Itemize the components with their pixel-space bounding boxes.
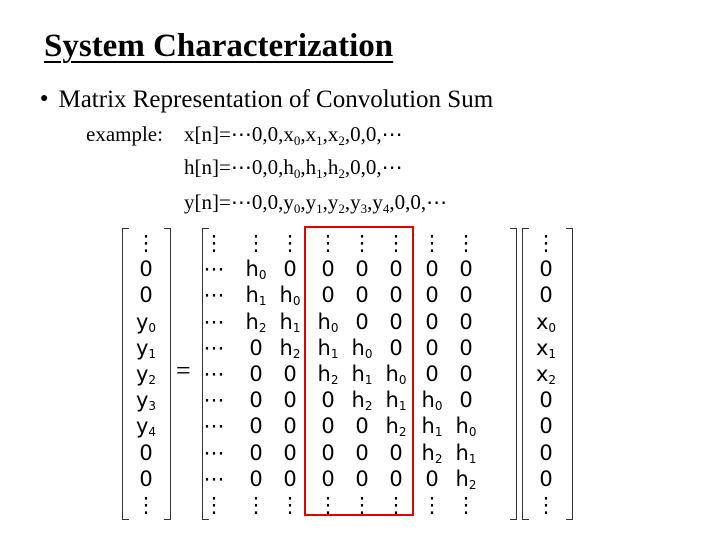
y-vector-entry: $y_4$ bbox=[135, 414, 157, 440]
matrix-entry: $h_2$ bbox=[421, 440, 443, 466]
matrix-entry: 0 bbox=[459, 362, 473, 386]
matrix-entry: 0 bbox=[249, 335, 263, 360]
matrix-entry: 0 bbox=[425, 309, 439, 334]
matrix-entry: 0 bbox=[249, 388, 263, 413]
matrix-entry: ⋯ bbox=[203, 362, 225, 386]
x-vector-entry: 0 bbox=[539, 414, 553, 439]
matrix-entry: ⋯ bbox=[203, 466, 225, 491]
x-vector-entry: 0 bbox=[539, 440, 553, 465]
matrix-entry: ⋮ bbox=[421, 231, 443, 255]
bullet-text: Matrix Representation of Convolution Sum bbox=[58, 86, 494, 113]
matrix-entry: ⋮ bbox=[317, 493, 339, 517]
x-vector-entry: $x_0$ bbox=[535, 309, 557, 335]
matrix-entry: 0 bbox=[425, 362, 439, 386]
matrix-entry: 0 bbox=[283, 414, 297, 439]
matrix-entry: $h_1$ bbox=[455, 440, 477, 466]
matrix-entry: $h_1$ bbox=[317, 335, 339, 361]
y-vector-entry: ⋮ bbox=[135, 493, 157, 517]
matrix-entry: 0 bbox=[355, 309, 369, 334]
matrix-entry: 0 bbox=[249, 362, 263, 386]
y-vector-entry: ⋮ bbox=[135, 231, 157, 255]
matrix-entry: ⋮ bbox=[455, 493, 477, 517]
matrix-entry: $h_0$ bbox=[245, 257, 267, 283]
matrix-entry: 0 bbox=[425, 466, 439, 491]
matrix-entry: ⋯ bbox=[203, 283, 225, 308]
matrix-entry: ⋮ bbox=[385, 231, 407, 255]
matrix-entry: $h_2$ bbox=[385, 414, 407, 440]
matrix-entry: 0 bbox=[425, 283, 439, 308]
matrix-entry: $h_2$ bbox=[455, 466, 477, 492]
h-sequence: $h[n]=\cdots 0,0,h_0,h_1,h_2,0,0,\cdots$ bbox=[184, 155, 403, 181]
matrix-entry: 0 bbox=[283, 257, 297, 282]
matrix-entry: 0 bbox=[355, 466, 369, 491]
matrix-entry: $h_0$ bbox=[455, 414, 477, 440]
matrix-entry: ⋮ bbox=[279, 493, 301, 517]
matrix-entry: 0 bbox=[321, 283, 335, 308]
matrix-entry: $h_0$ bbox=[421, 388, 443, 414]
matrix-entry: ⋮ bbox=[317, 231, 339, 255]
matrix-entry: $h_1$ bbox=[279, 309, 301, 335]
matrix-entry: $h_1$ bbox=[421, 414, 443, 440]
matrix-entry: 0 bbox=[459, 388, 473, 413]
matrix-right-bracket bbox=[510, 228, 517, 520]
x-vector-entry: 0 bbox=[539, 257, 553, 282]
matrix-entry: ⋯ bbox=[203, 257, 225, 282]
matrix-entry: $h_0$ bbox=[317, 309, 339, 335]
y-vector-entry: $y_0$ bbox=[135, 309, 157, 335]
matrix-entry: 0 bbox=[389, 335, 403, 360]
example-label: example: bbox=[86, 122, 163, 146]
matrix-entry: $h_2$ bbox=[279, 335, 301, 361]
matrix-entry: $h_2$ bbox=[317, 362, 339, 387]
matrix-entry: $h_1$ bbox=[245, 283, 267, 309]
bullet-dot-icon: ● bbox=[40, 91, 49, 107]
matrix-entry: 0 bbox=[389, 440, 403, 465]
matrix-entry: 0 bbox=[355, 257, 369, 282]
matrix-entry: 0 bbox=[459, 257, 473, 282]
matrix-entry: ⋮ bbox=[203, 493, 225, 517]
matrix-entry: 0 bbox=[459, 283, 473, 308]
matrix-entry: 0 bbox=[355, 283, 369, 308]
y-vector-entry: 0 bbox=[139, 257, 153, 282]
y-vector-entry: $y_2$ bbox=[135, 362, 157, 387]
x-vector-entry: 0 bbox=[539, 466, 553, 491]
matrix-entry: 0 bbox=[249, 440, 263, 465]
matrix-entry: 0 bbox=[249, 414, 263, 439]
matrix-entry: 0 bbox=[249, 466, 263, 491]
matrix-entry: ⋯ bbox=[203, 309, 225, 334]
matrix-entry: ⋮ bbox=[351, 493, 373, 517]
matrix-entry: ⋮ bbox=[245, 493, 267, 517]
matrix-entry: $h_1$ bbox=[385, 388, 407, 414]
matrix-entry: ⋯ bbox=[203, 388, 225, 413]
x-vector-entry: ⋮ bbox=[535, 493, 557, 517]
matrix-entry: ⋮ bbox=[351, 231, 373, 255]
x-vector-entry: 0 bbox=[539, 388, 553, 413]
matrix-entry: $h_0$ bbox=[385, 362, 407, 387]
matrix-entry: 0 bbox=[321, 414, 335, 439]
slide-title: System Characterization bbox=[44, 28, 394, 64]
x-vector-entry: $x_1$ bbox=[535, 335, 557, 361]
matrix-entry: ⋮ bbox=[245, 231, 267, 255]
x-vector-entry: $x_2$ bbox=[535, 362, 557, 387]
matrix-entry: 0 bbox=[283, 388, 297, 413]
equals-sign: = bbox=[176, 356, 191, 385]
matrix-entry: 0 bbox=[321, 388, 335, 413]
matrix-entry: ⋮ bbox=[455, 231, 477, 255]
matrix-entry: 0 bbox=[389, 257, 403, 282]
matrix-entry: ⋯ bbox=[203, 335, 225, 360]
matrix-entry: 0 bbox=[321, 257, 335, 282]
x-vector-entry: 0 bbox=[539, 283, 553, 308]
matrix-entry: 0 bbox=[283, 362, 297, 386]
matrix-entry: 0 bbox=[459, 335, 473, 360]
y-vector-entry: 0 bbox=[139, 283, 153, 308]
y-vector-right-bracket bbox=[164, 228, 171, 520]
matrix-entry: $h_0$ bbox=[351, 335, 373, 361]
x-vector-entry: ⋮ bbox=[535, 231, 557, 255]
matrix-entry: ⋯ bbox=[203, 440, 225, 465]
matrix-entry: ⋮ bbox=[279, 231, 301, 255]
y-sequence: $y[n]=\cdots 0,0,y_0,y_1,y_2,y_3,y_4,0,0,\cdots$ bbox=[184, 190, 448, 216]
matrix-entry: 0 bbox=[389, 466, 403, 491]
matrix-entry: 0 bbox=[425, 335, 439, 360]
matrix-entry: $h_1$ bbox=[351, 362, 373, 387]
matrix-entry: $h_2$ bbox=[245, 309, 267, 335]
y-vector-entry: $y_1$ bbox=[135, 335, 157, 361]
matrix-entry: 0 bbox=[321, 466, 335, 491]
y-vector-entry: 0 bbox=[139, 440, 153, 465]
y-vector-entry: 0 bbox=[139, 466, 153, 491]
matrix-entry: $h_2$ bbox=[351, 388, 373, 414]
matrix-entry: 0 bbox=[459, 309, 473, 334]
matrix-entry: 0 bbox=[283, 440, 297, 465]
matrix-entry: 0 bbox=[321, 440, 335, 465]
bullet-point bbox=[40, 86, 493, 114]
matrix-entry: 0 bbox=[425, 257, 439, 282]
matrix-entry: 0 bbox=[355, 440, 369, 465]
x-vector-right-bracket bbox=[566, 228, 573, 520]
matrix-entry: 0 bbox=[355, 414, 369, 439]
matrix-entry: $h_0$ bbox=[279, 283, 301, 309]
x-sequence: $x[n]=\cdots 0,0,x_0,x_1,x_2,0,0,\cdots$ bbox=[184, 122, 403, 148]
matrix-entry: 0 bbox=[283, 466, 297, 491]
matrix-entry: ⋮ bbox=[203, 231, 225, 255]
matrix-entry: 0 bbox=[389, 309, 403, 334]
matrix-entry: ⋯ bbox=[203, 414, 225, 439]
matrix-entry: 0 bbox=[389, 283, 403, 308]
y-vector-entry: $y_3$ bbox=[135, 388, 157, 414]
matrix-entry: ⋮ bbox=[385, 493, 407, 517]
matrix-entry: ⋮ bbox=[421, 493, 443, 517]
